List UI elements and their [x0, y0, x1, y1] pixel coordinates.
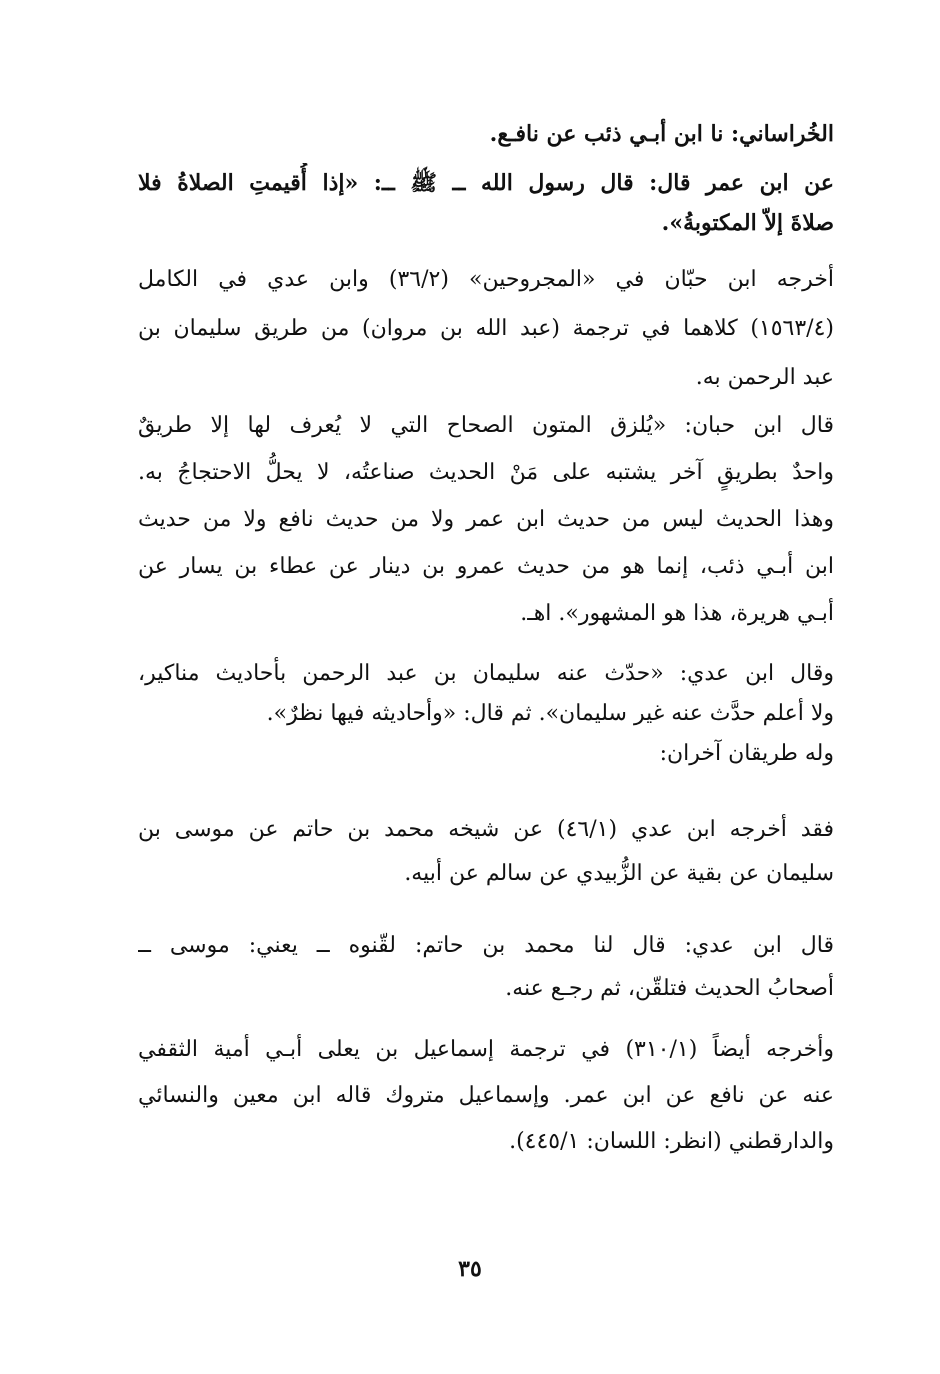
text-line: والدارقطني (انظر: اللسان: ٤٤٥/١). [509, 1129, 834, 1154]
text-line: وله طريقان آخران: [659, 741, 834, 766]
page-number: ٣٥ [458, 1256, 482, 1282]
text-line: عن ابن عمر قال: قال رسول الله ــ ﷺ ــ: «إذا أُقيمتِ الصلاةُ فلا [138, 170, 834, 196]
text-line: ولا أعلم حدَّث عنه غير سليمان». ثم قال: «وأحاديثه فيها نظرٌ». [266, 701, 834, 726]
text-line: (١٥٦٣/٤) كلاهما في ترجمة (عبد الله بن مروان) من طريق سليمان بن [138, 316, 834, 341]
text-line: صلاةَ إلاّ المكتوبةُ». [661, 210, 834, 236]
text-line: الخُراساني: نا ابن أبـي ذئب عن نافـع. [489, 121, 834, 147]
text-line: فقد أخرجه ابن عدي (٤٦/١) عن شيخه محمد بن حاتم عن موسى بن [138, 817, 834, 842]
text-line: واحدٌ بطريقٍ آخر يشتبه على مَنْ الحديث صناعتُه، لا يحلُّ الاحتجاجُ به. [138, 460, 834, 485]
text-line: قال ابن حبان: «يُلزق المتون الصحاح التي لا يُعرف لها إلا طريقٌ [138, 413, 834, 438]
text-line: قال ابن عدي: قال لنا محمد بن حاتم: لقّنوه ــ يعني: موسى ــ [138, 933, 834, 958]
text-line: وقال ابن عدي: «حدّث عنه سليمان بن عبد الرحمن بأحاديث مناكير، [138, 661, 834, 686]
isnad-line [138, 114, 834, 154]
text-line: أبـي هريرة، هذا هو المشهور». اهـ. [520, 601, 834, 626]
hadith-text [138, 163, 834, 243]
ibn-hibban-quote [138, 402, 834, 637]
second-route-paragraph [138, 808, 834, 896]
takhrij-paragraph [138, 255, 834, 402]
text-line: وأخرجه أيضاً (٣١٠/١) في ترجمة إسماعيل بن يعلى أبـي أمية الثقفي [138, 1037, 834, 1062]
text-line: وهذا الحديث ليس من حديث ابن عمر ولا من حديث نافع ولا من حديث [138, 507, 834, 532]
text-line: عبد الرحمن به. [695, 365, 834, 390]
text-line: أصحابُ الحديث فتلقّن، ثم رجـع عنه. [505, 976, 834, 1001]
ibn-adi-quote [138, 654, 834, 774]
text-line: سليمان عن بقية عن الزُّبيدي عن سالم عن أبيه. [404, 861, 834, 886]
third-route-paragraph [138, 1027, 834, 1165]
text-line: عنه عن نافع عن ابن عمر. وإسماعيل متروك قاله ابن معين والنسائي [138, 1083, 834, 1108]
text-line: أخرجه ابن حبّان في «المجروحين» (٣٦/٢) وابن عدي في الكامل [138, 267, 834, 292]
text-line: ابن أبـي ذئب، إنما هو من حديث عمرو بن دينار عن عطاء بن يسار عن [138, 554, 834, 579]
talqin-paragraph [138, 924, 834, 1010]
